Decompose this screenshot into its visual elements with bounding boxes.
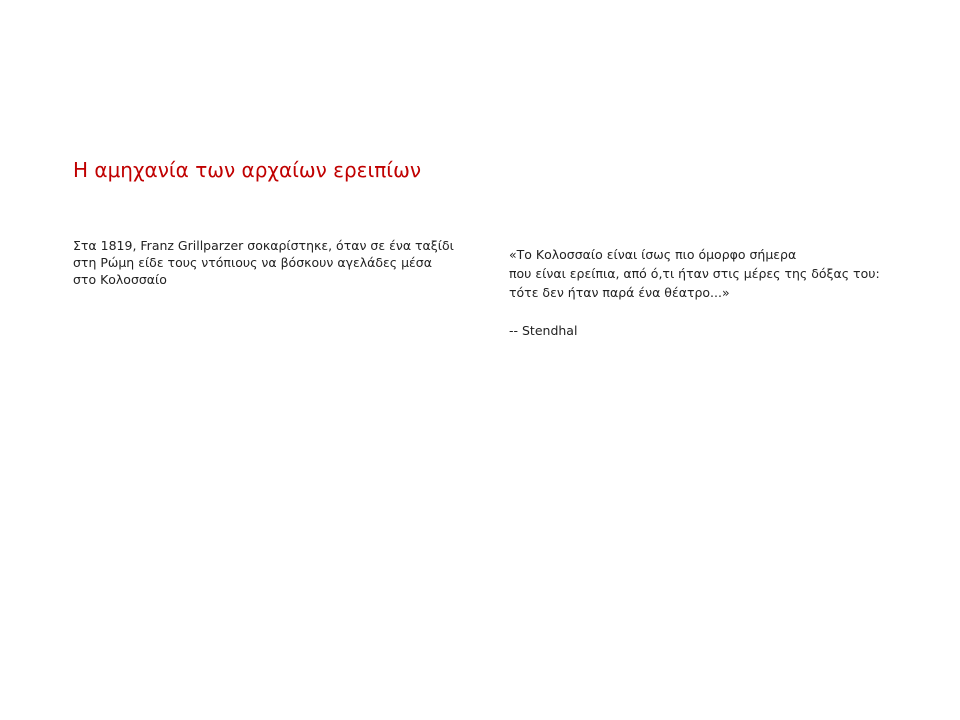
body-text-line: Στα 1819, Franz Grillparzer σοκαρίστηκε, όταν σε ένα ταξίδι bbox=[73, 238, 454, 253]
quote-attribution: -- Stendhal bbox=[509, 323, 578, 338]
slide-title: Η αμηχανία των αρχαίων ερειπίων bbox=[73, 158, 421, 182]
quote-block bbox=[509, 245, 929, 340]
body-text-line: στη Ρώμη είδε τους ντόπιους να βόσκουν αγελάδες μέσα bbox=[73, 255, 432, 270]
quote-line: που είναι ερείπια, από ό,τι ήταν στις μέρες της δόξας του: bbox=[509, 266, 880, 281]
body-text bbox=[73, 237, 473, 288]
quote-line: «Το Κολοσσαίο είναι ίσως πιο όμορφο σήμερα bbox=[509, 247, 797, 262]
body-text-line: στο Κολοσσαίο bbox=[73, 272, 167, 287]
quote-line: τότε δεν ήταν παρά ένα θέατρο...» bbox=[509, 285, 730, 300]
